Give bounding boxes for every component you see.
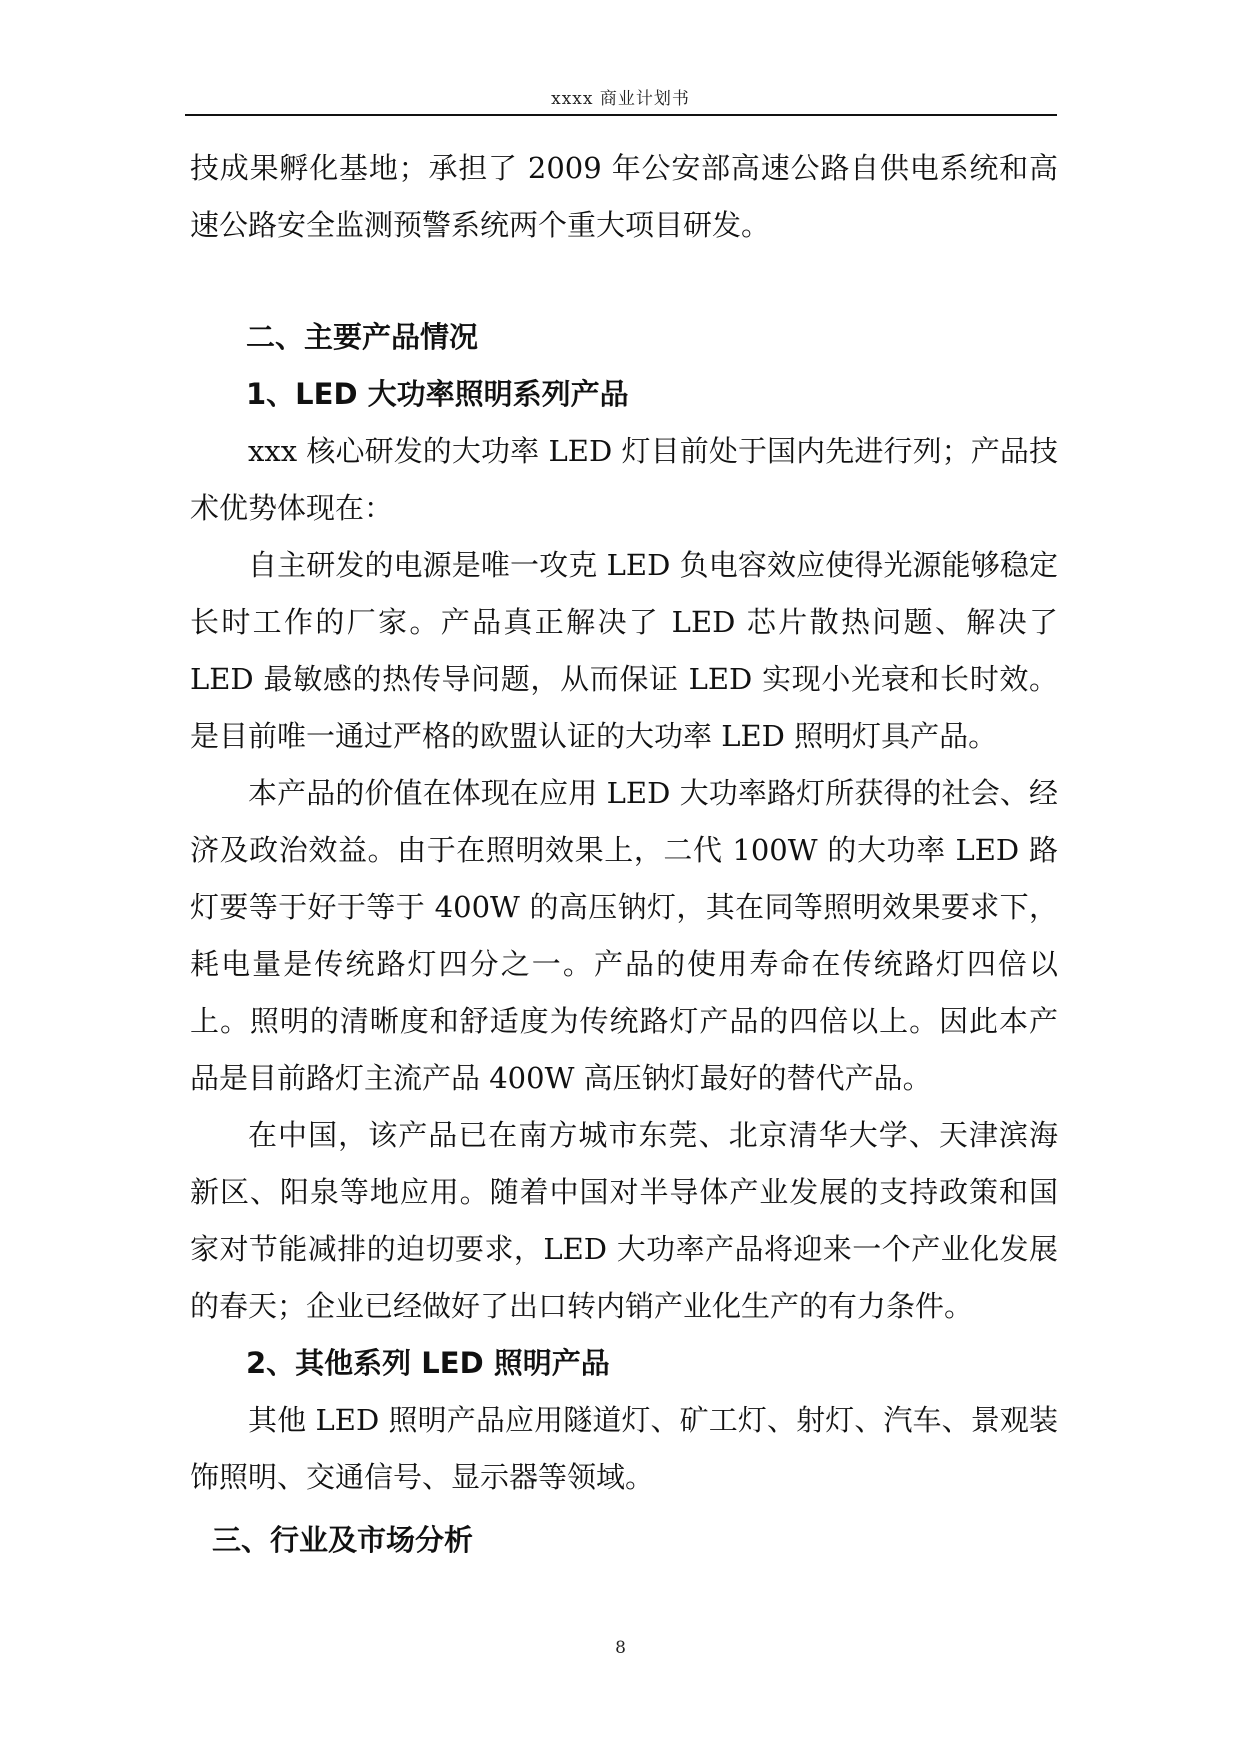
- paragraph-product-value: 本产品的价值在体现在应用 LED 大功率路灯所获得的社会、经济及政治效益。由于在照明效果上，二代 100W 的大功率 LED 路灯要等于好于等于 400W 的高压钠灯，其在同等照明效果要求下，耗电量是传统路灯四分之一。产品的使用寿命在传统路灯四倍以上。照明的清晰度和舒适度为传统路灯产品的四倍以上。因此本产品是目前路灯主流产品 400W 高压钠灯最好的替代产品。: [190, 776, 1058, 1095]
- section-spacer: [190, 254, 1058, 309]
- subsection-heading-led-high-power: 1、LED 大功率照明系列产品: [246, 377, 629, 411]
- intro-continuation-paragraph: 技成果孵化基地；承担了 2009 年公安部高速公路自供电系统和高速公路安全监测预警系统两个重大项目研发。: [190, 151, 1058, 242]
- document-body: [190, 140, 1058, 1569]
- paragraph-china-applications: 在中国，该产品已在南方城市东莞、北京清华大学、天津滨海新区、阳泉等地应用。随着中国对半导体产业发展的支持政策和国家对节能减排的迫切要求，LED 大功率产品将迎来一个产业化发展的春天；企业已经做好了出口转内销产业化生产的有力条件。: [190, 1118, 1058, 1323]
- paragraph-power-supply: 自主研发的电源是唯一攻克 LED 负电容效应使得光源能够稳定长时工作的厂家。产品真正解决了 LED 芯片散热问题、解决了 LED 最敏感的热传导问题，从而保证 LED 实现小光衰和长时效。是目前唯一通过严格的欧盟认证的大功率 LED 照明灯具产品。: [190, 548, 1058, 753]
- header-rule: [185, 114, 1057, 116]
- subsection-heading-other-led: 2、其他系列 LED 照明产品: [246, 1346, 610, 1380]
- page-number: 8: [615, 1638, 626, 1658]
- paragraph-tech-advantage: xxx 核心研发的大功率 LED 灯目前处于国内先进行列；产品技术优势体现在：: [190, 434, 1058, 525]
- section-heading-industry-market: 三、行业及市场分析: [212, 1523, 474, 1557]
- section-heading-main-products: 二、主要产品情况: [246, 320, 479, 354]
- running-header: xxxx 商业计划书: [551, 89, 690, 109]
- paragraph-other-applications: 其他 LED 照明产品应用隧道灯、矿工灯、射灯、汽车、景观装饰照明、交通信号、显示器等领域。: [190, 1403, 1058, 1494]
